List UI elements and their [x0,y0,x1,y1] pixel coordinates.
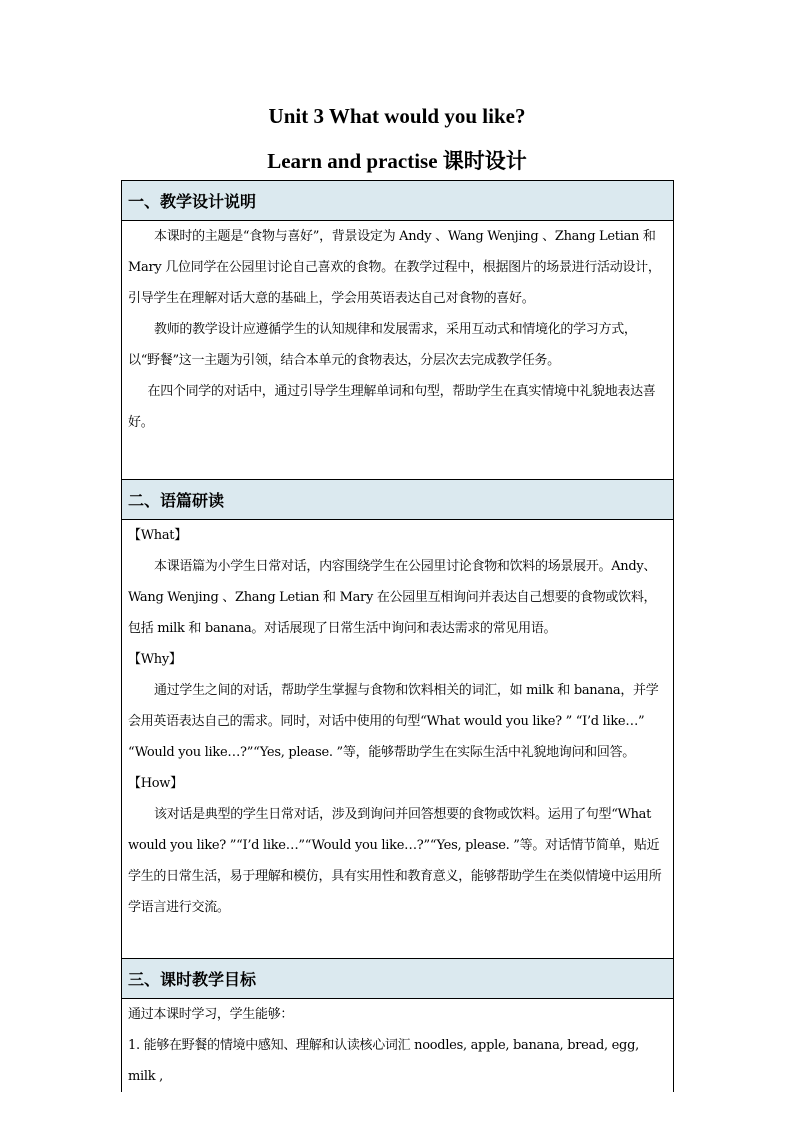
how-label: 【How】 [128,776,183,791]
design-paragraph-1: 本课时的主题是“食物与喜好”，背景设定为 Andy 、Wang Wenjing 、Zhang Letian 和 Mary 几位同学在公园里讨论自己喜欢的食物。在教学过程中，根据图片的场景进行活动设计，引导学生在理解对话大意的基础上，学会用英语表达自己对食物的喜好。 [128,229,661,306]
section-heading-text-analysis: 二、语篇研读 [122,480,674,520]
objective-item-1: 1. 能够在野餐的情境中感知、理解和认读核心词汇 noodles, apple, banana, bread, egg, milk , [128,1038,639,1084]
lesson-design-table [121,180,674,1092]
section-heading-objectives: 三、课时教学目标 [122,959,674,999]
why-label: 【Why】 [128,652,182,667]
how-paragraph: 该对话是典型的学生日常对话，涉及到询问并回答想要的食物或饮料。运用了句型“What would you like? ”“I’d like…”“Would you like…?”“Yes, please. ”等。对话情节简单，贴近学生的日常生活，易于理解和模仿，具有实用性和教育意义，能够帮助学生在类似情境中运用所学语言进行交流。 [128,807,662,915]
what-paragraph: 本课语篇为小学生日常对话，内容围绕学生在公园里讨论食物和饮料的场景展开。Andy、Wang Wenjing 、Zhang Letian 和 Mary 在公园里互相询问并表达自己想要的食物或饮料，包括 milk 和 banana。对话展现了日常生活中询问和表达需求的常见用语。 [128,559,657,636]
design-paragraph-2: 教师的教学设计应遵循学生的认知规律和发展需求，采用互动式和情境化的学习方式，以“野餐”这一主题为引领，结合本单元的食物表达，分层次去完成教学任务。 [128,322,637,368]
section-body-text-analysis [122,520,674,959]
section-body-objectives [122,999,674,1093]
what-label: 【What】 [128,528,187,543]
section-heading-design-notes: 一、教学设计说明 [122,181,674,221]
why-paragraph: 通过学生之间的对话，帮助学生掌握与食物和饮料相关的词汇，如 milk 和 banana，并学会用英语表达自己的需求。同时，对话中使用的句型“What would you like? ” “I’d like…” “Would you like…?”“Yes, please. ”等，能够帮助学生在实际生活中礼貌地询问和回答。 [128,683,659,760]
document-subtitle: Learn and practise 课时设计 [267,149,527,173]
design-paragraph-3: 在四个同学的对话中，通过引导学生理解单词和句型，帮助学生在真实情境中礼貌地表达喜好。 [128,384,656,430]
document-title: Unit 3 What would you like? [268,104,526,128]
section-body-design-notes [122,221,674,480]
objectives-intro: 通过本课时学习，学生能够： [128,1007,294,1022]
